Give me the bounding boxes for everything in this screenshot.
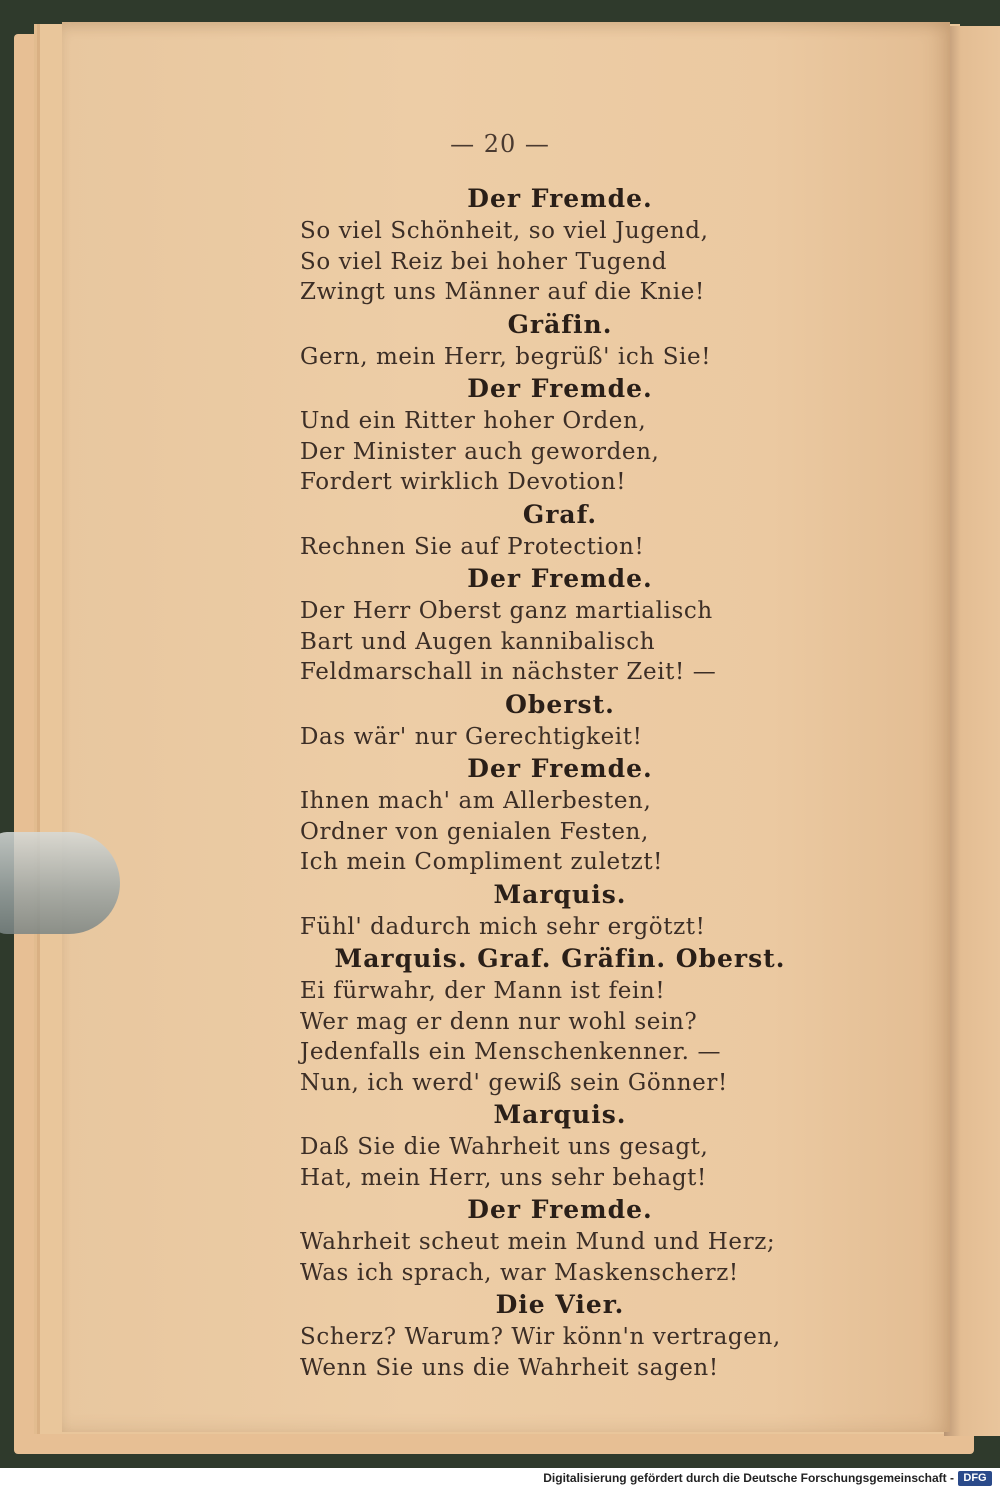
footer-credit: Digitalisierung gefördert durch die Deutsche Forschungsgemeinschaft -	[543, 1471, 954, 1485]
speaker-label: Die Vier.	[495, 1290, 625, 1319]
speaker-label: Der Fremde.	[467, 1195, 653, 1224]
verse-line: Fühl' dadurch mich sehr ergötzt!	[300, 913, 706, 940]
verse-line: Und ein Ritter hoher Orden,	[300, 408, 647, 434]
page-number: — 20 —	[450, 130, 550, 158]
verse-line: Gern, mein Herr, begrüß' ich Sie!	[300, 343, 712, 370]
verse-line: Was ich sprach, war Maskenscherz!	[300, 1259, 739, 1286]
verse-line: Fordert wirklich Devotion!	[300, 469, 627, 495]
speaker-label: Marquis.	[493, 1100, 627, 1129]
verse-line: So viel Reiz bei hoher Tugend	[300, 248, 668, 275]
speaker-label: Gräfin.	[507, 309, 613, 339]
verse-line: Nun, ich werd' gewiß sein Gönner!	[300, 1069, 728, 1096]
verse-line: Bart und Augen kannibalisch	[300, 628, 656, 655]
footer-bar	[0, 1468, 1000, 1490]
verse-line: Feldmarschall in nächster Zeit! —	[300, 659, 717, 685]
verse-line: Jedenfalls ein Menschenkenner. —	[300, 1039, 722, 1065]
speaker-label: Der Fremde.	[467, 374, 653, 403]
speaker-label: Marquis. Graf. Gräfin. Oberst.	[334, 944, 786, 973]
verse-line: So viel Schönheit, so viel Jugend,	[300, 218, 709, 244]
verse-text	[300, 182, 820, 1383]
verse-line: Der Herr Oberst ganz martialisch	[300, 598, 713, 624]
thumb-shadow	[0, 832, 120, 934]
verse-line: Ihnen mach' am Allerbesten,	[300, 788, 652, 814]
speaker-label: Der Fremde.	[467, 184, 653, 213]
speaker-label: Der Fremde.	[467, 564, 653, 593]
verse-line: Ich mein Compliment zuletzt!	[300, 849, 664, 875]
verse-line: Wer mag er denn nur wohl sein?	[300, 1008, 698, 1035]
speaker-label: Der Fremde.	[467, 754, 653, 783]
speaker-label: Marquis.	[493, 879, 627, 909]
verse-line: Scherz? Warum? Wir könn'n vertragen,	[300, 1324, 781, 1350]
speaker-label: Graf.	[522, 499, 598, 529]
dfg-logo-icon: DFG	[958, 1471, 992, 1486]
verse-line: Ordner von genialen Festen,	[300, 818, 649, 845]
verse-line: Wahrheit scheut mein Mund und Herz;	[300, 1229, 776, 1255]
verse-line: Wenn Sie uns die Wahrheit sagen!	[300, 1354, 719, 1381]
verse-line: Rechnen Sie auf Protection!	[300, 533, 645, 560]
verse-line: Ei fürwahr, der Mann ist fein!	[300, 978, 666, 1004]
verse-line: Der Minister auch geworden,	[300, 438, 660, 465]
verse-line: Das wär' nur Gerechtigkeit!	[300, 723, 643, 750]
verse-line: Daß Sie die Wahrheit uns gesagt,	[300, 1134, 709, 1160]
speaker-label: Oberst.	[505, 689, 615, 719]
verse-line: Zwingt uns Männer auf die Knie!	[300, 279, 705, 305]
verse-line: Hat, mein Herr, uns sehr behagt!	[300, 1164, 707, 1191]
facing-page-edge	[944, 26, 1000, 1436]
